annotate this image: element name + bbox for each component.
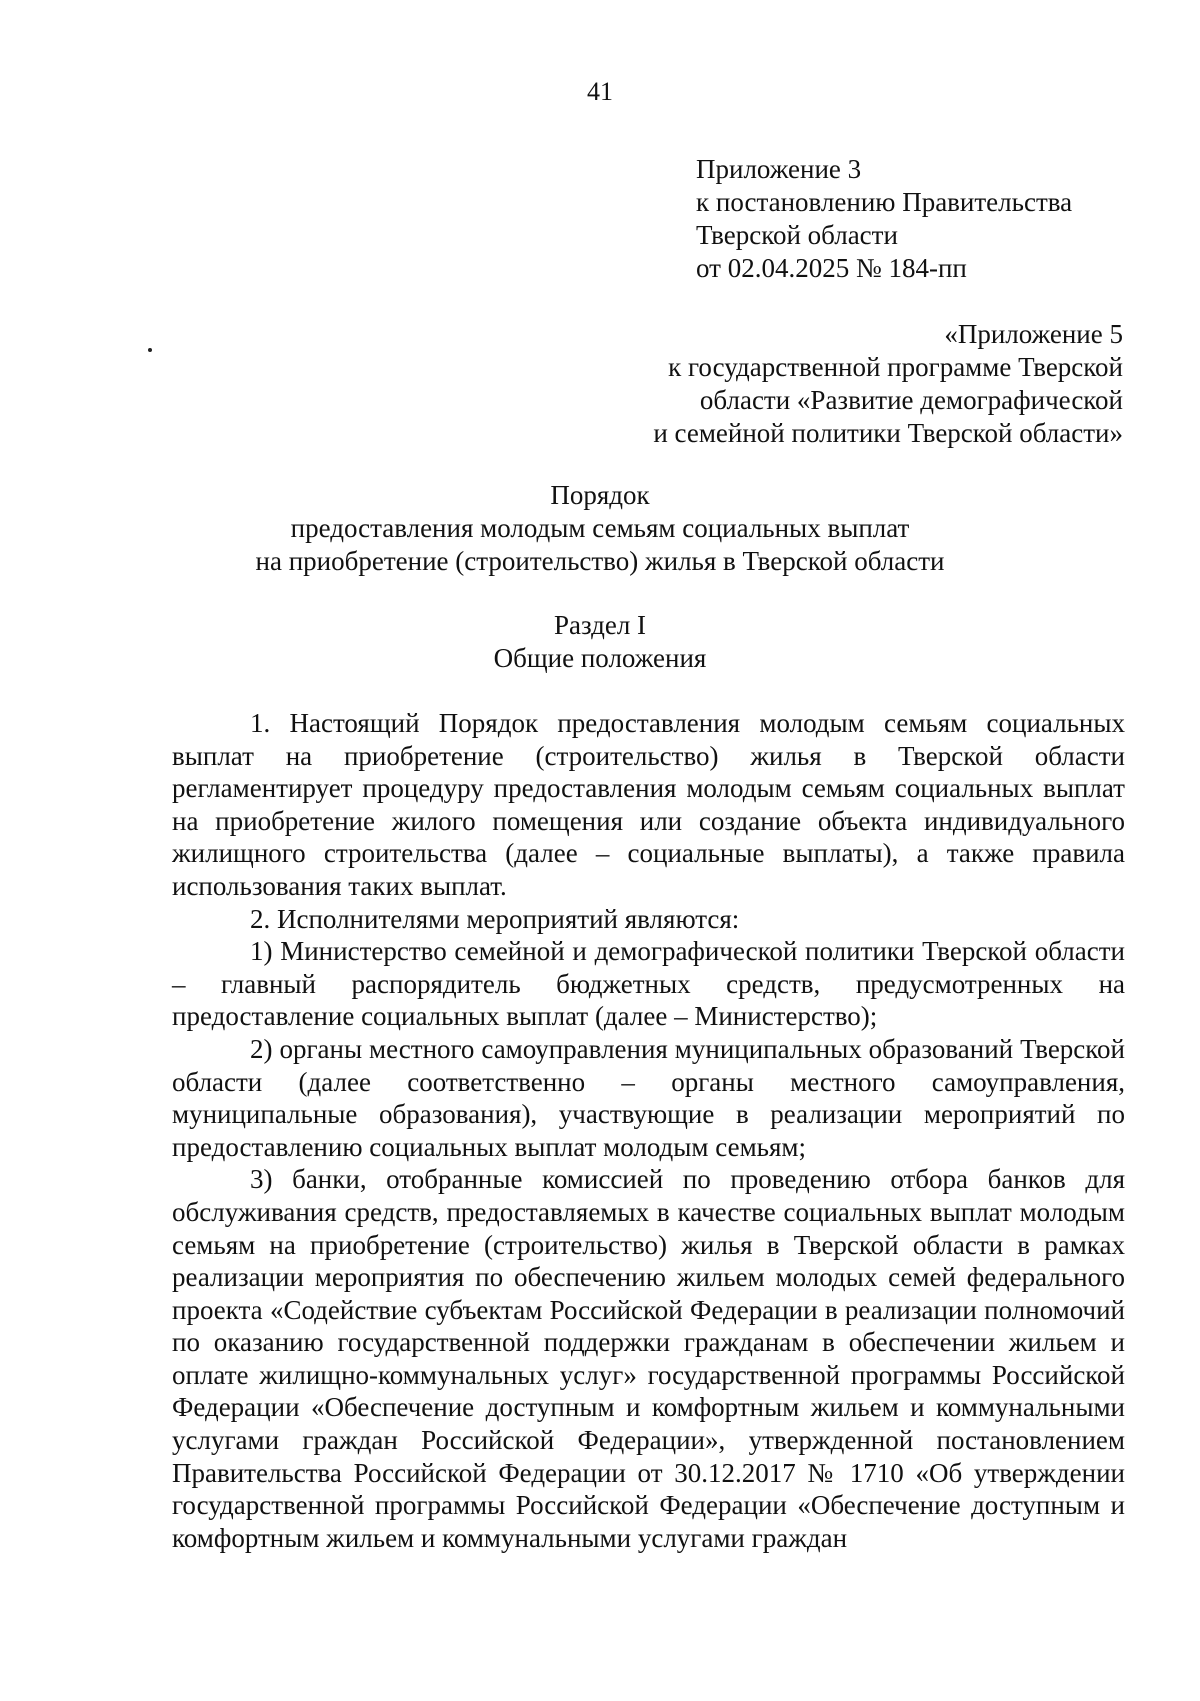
program-appendix-line: «Приложение 5: [944, 319, 1123, 349]
paragraph: 2. Исполнителями мероприятий являются:: [250, 903, 740, 934]
paragraph: 2) органы местного самоуправления муниципальных образований Тверской области (далее соответственно – органы местного самоуправления, муниципальные образования), участвующие в реализации мероприятий по предоставлению социальных выплат молодым семьям;: [172, 1033, 1125, 1162]
document-title: [0, 479, 1200, 578]
paragraph: 3) банки, отобранные комиссией по проведению отбора банков для обслуживания средств, предоставляемых в качестве социальных выплат молодым семьям на приобретение (строительство) жилья в Тверской области в рамках реализации мероприятия по обеспечению жильем молодых семей федерального проекта «Содействие субъектам Российской Федерации в реализации полномочий по оказанию государственной поддержки гражданам в обеспечении жильем и оплате жилищно-коммунальных услуг» государственной программы Российской Федерации «Обеспечение доступным и комфортным жильем и коммунальными услугами граждан Российской Федерации», утвержденной постановлением Правительства Российской Федерации от 30.12.2017 № 1710 «Об утверждении государственной программы Российской Федерации «Обеспечение доступным и комфортным жильем и коммунальными услугами граждан: [172, 1164, 1125, 1553]
title-line: Порядок: [550, 480, 650, 510]
paragraph: 1) Министерство семейной и демографической политики Тверской области – главный распорядитель бюджетных средств, предусмотренных на предоставление социальных выплат (далее – Министерство);: [172, 936, 1125, 1032]
section-number: Раздел I: [553, 610, 647, 640]
scan-speck: [148, 348, 152, 352]
appendix-line: Приложение 3: [696, 154, 862, 184]
document-body: [172, 707, 1125, 1554]
page-number: 41: [587, 77, 613, 106]
appendix-reference: [696, 153, 1072, 285]
title-line: на приобретение (строительство) жилья в Тверской области: [255, 546, 945, 576]
program-appendix-line: к государственной программе Тверской: [668, 352, 1123, 382]
program-appendix-line: области «Развитие демографической: [699, 385, 1123, 415]
section-heading: [0, 609, 1200, 675]
program-appendix-reference: [653, 318, 1123, 450]
program-appendix-line: и семейной политики Тверской области»: [653, 418, 1123, 448]
paragraph: 1. Настоящий Порядок предоставления молодым семьям социальных выплат на приобретение (строительство) жилья в Тверской области регламентирует процедуру предоставления молодым семьям социальных выплат на приобретение жилого помещения или создание объекта индивидуального жилищного строительства (далее – социальные выплаты), а также правила использования таких выплат.: [172, 708, 1125, 901]
section-name: Общие положения: [493, 643, 707, 673]
title-line: предоставления молодым семьям социальных выплат: [290, 513, 910, 543]
appendix-line: от 02.04.2025 № 184-пп: [696, 253, 967, 283]
appendix-line: Тверской области: [696, 220, 898, 250]
appendix-line: к постановлению Правительства: [696, 187, 1073, 217]
